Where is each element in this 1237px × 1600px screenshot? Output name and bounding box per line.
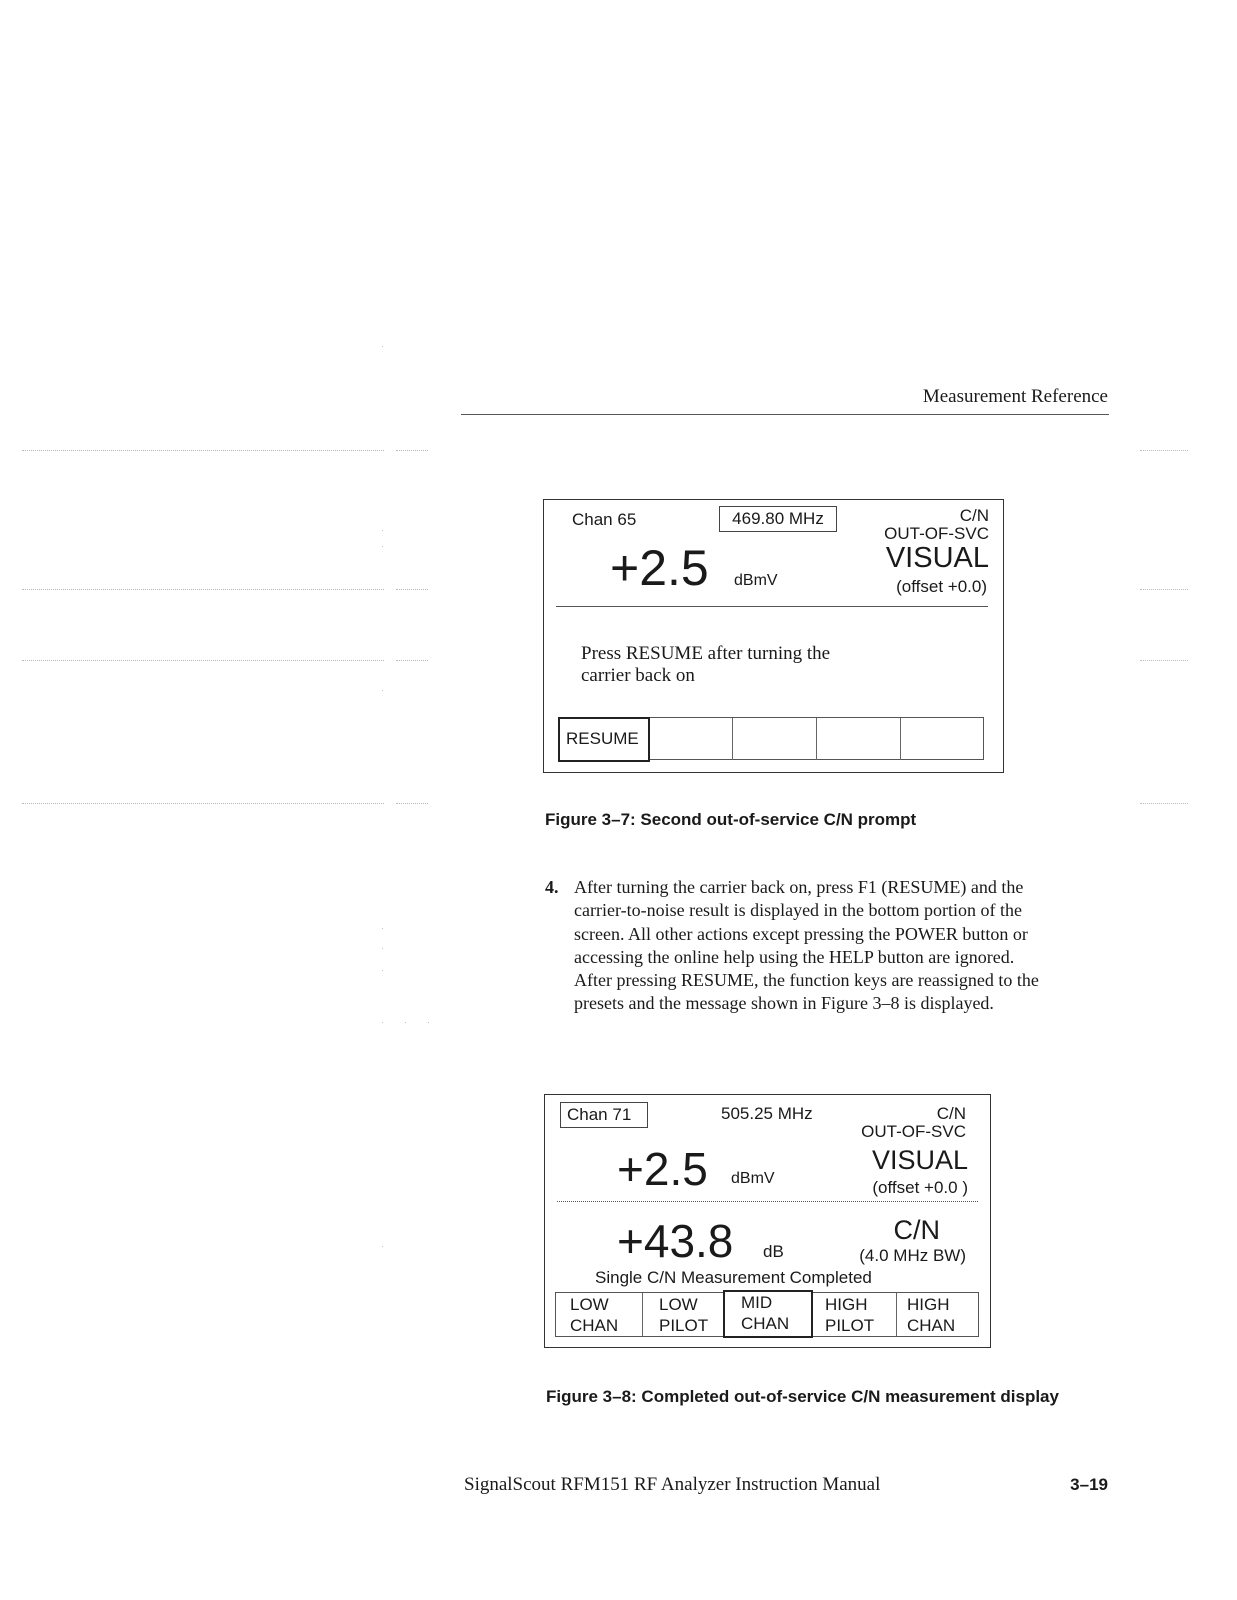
figure-3-7-screen	[543, 499, 1004, 773]
step-4-line: screen. All other actions except pressing the POWER button or	[574, 923, 1028, 944]
screen-divider	[557, 1201, 978, 1202]
speck	[382, 928, 383, 929]
function-key-mid-chan[interactable]	[723, 1290, 813, 1338]
frequency-field: 469.80 MHz	[719, 506, 837, 532]
prompt-line-1: Press RESUME after turning the	[581, 643, 831, 664]
fkey-line: CHAN	[907, 1316, 956, 1335]
speck	[382, 948, 383, 949]
cn-result: +43.8	[617, 1215, 734, 1267]
function-key-5[interactable]	[900, 718, 984, 760]
function-key-high-pilot[interactable]	[812, 1293, 896, 1336]
bandwidth-label: (4.0 MHz BW)	[859, 1246, 966, 1265]
function-key-2[interactable]	[648, 718, 732, 760]
margin-rule	[1140, 803, 1188, 804]
level-reading: +2.5	[610, 540, 709, 596]
function-key-3[interactable]	[732, 718, 816, 760]
step-4-line: carrier-to-noise result is displayed in the bottom portion of the	[574, 900, 1023, 921]
level-unit: dBmV	[731, 1170, 775, 1187]
measurement-type: C/N	[936, 1104, 966, 1123]
fkey-line: MID	[741, 1293, 773, 1312]
step-4-line: After turning the carrier back on, press F1 (RESUME) and the	[574, 877, 1024, 897]
status-message: Single C/N Measurement Completed	[595, 1268, 872, 1287]
measurement-mode: OUT-OF-SVC	[861, 1122, 966, 1141]
speck	[382, 1246, 383, 1247]
speck	[405, 1022, 406, 1023]
offset-label: (offset +0.0)	[896, 577, 987, 596]
margin-rule	[1140, 450, 1188, 451]
carrier-label: VISUAL	[871, 1145, 968, 1175]
margin-rule	[1140, 660, 1188, 661]
speck	[428, 1022, 429, 1023]
channel-field: Chan 71	[560, 1102, 648, 1128]
fkey-line: LOW	[659, 1295, 698, 1314]
running-header: Measurement Reference	[922, 386, 1108, 407]
function-key-high-chan[interactable]	[896, 1293, 978, 1336]
carrier-label: VISUAL	[885, 542, 989, 574]
resume-button-label: RESUME	[566, 729, 639, 748]
step-4-text	[574, 876, 1114, 1016]
fkey-line: PILOT	[659, 1316, 709, 1335]
margin-rule	[22, 803, 384, 804]
function-key-4[interactable]	[816, 718, 900, 760]
margin-rule	[1140, 589, 1188, 590]
prompt-line-2: carrier back on	[581, 665, 695, 686]
fkey-line: CHAN	[741, 1314, 790, 1333]
screen-divider	[556, 606, 988, 607]
margin-rule	[22, 450, 384, 451]
header-rule	[461, 414, 1109, 415]
speck	[382, 970, 383, 971]
cn-result-label: C/N	[893, 1215, 940, 1245]
footer-manual-title: SignalScout RFM151 RF Analyzer Instruction Manual	[464, 1474, 881, 1495]
offset-label: (offset +0.0 )	[872, 1178, 968, 1197]
step-4-line: presets and the message shown in Figure 3–8 is displayed.	[574, 993, 994, 1014]
figure-3-7-caption: Figure 3–7: Second out-of-service C/N prompt	[545, 810, 917, 829]
margin-rule	[396, 589, 428, 590]
step-4-line: After pressing RESUME, the function keys are reassigned to the	[574, 970, 1039, 991]
speck	[382, 530, 383, 531]
page-number: 3–19	[1070, 1475, 1108, 1494]
fkey-line: PILOT	[825, 1316, 875, 1335]
level-unit: dBmV	[734, 572, 778, 589]
figure-3-8-screen	[544, 1094, 991, 1348]
measurement-type: C/N	[959, 506, 989, 525]
fkey-line: HIGH	[825, 1295, 868, 1314]
channel-label: Chan 65	[572, 510, 637, 529]
margin-rule	[396, 803, 428, 804]
figure-3-8-caption: Figure 3–8: Completed out-of-service C/N measurement display	[546, 1387, 1059, 1406]
speck	[382, 546, 383, 547]
margin-rule	[396, 660, 428, 661]
function-key-low-chan[interactable]	[556, 1293, 642, 1336]
fkey-line: HIGH	[907, 1295, 950, 1314]
step-4-line: accessing the online help using the HELP button are ignored.	[574, 946, 1015, 967]
step-number: 4.	[545, 877, 559, 897]
margin-rule	[22, 589, 384, 590]
margin-rule	[396, 450, 428, 451]
cn-result-unit: dB	[763, 1242, 784, 1261]
speck	[382, 690, 383, 691]
frequency-label: 505.25 MHz	[721, 1104, 813, 1123]
measurement-mode: OUT-OF-SVC	[884, 524, 989, 543]
function-key-low-pilot[interactable]	[642, 1293, 726, 1336]
margin-rule	[22, 660, 384, 661]
speck	[382, 1022, 383, 1023]
fkey-line: CHAN	[570, 1316, 619, 1335]
speck	[382, 346, 383, 347]
resume-button[interactable]	[558, 717, 650, 762]
level-reading: +2.5	[617, 1143, 708, 1195]
fkey-line: LOW	[570, 1295, 609, 1314]
